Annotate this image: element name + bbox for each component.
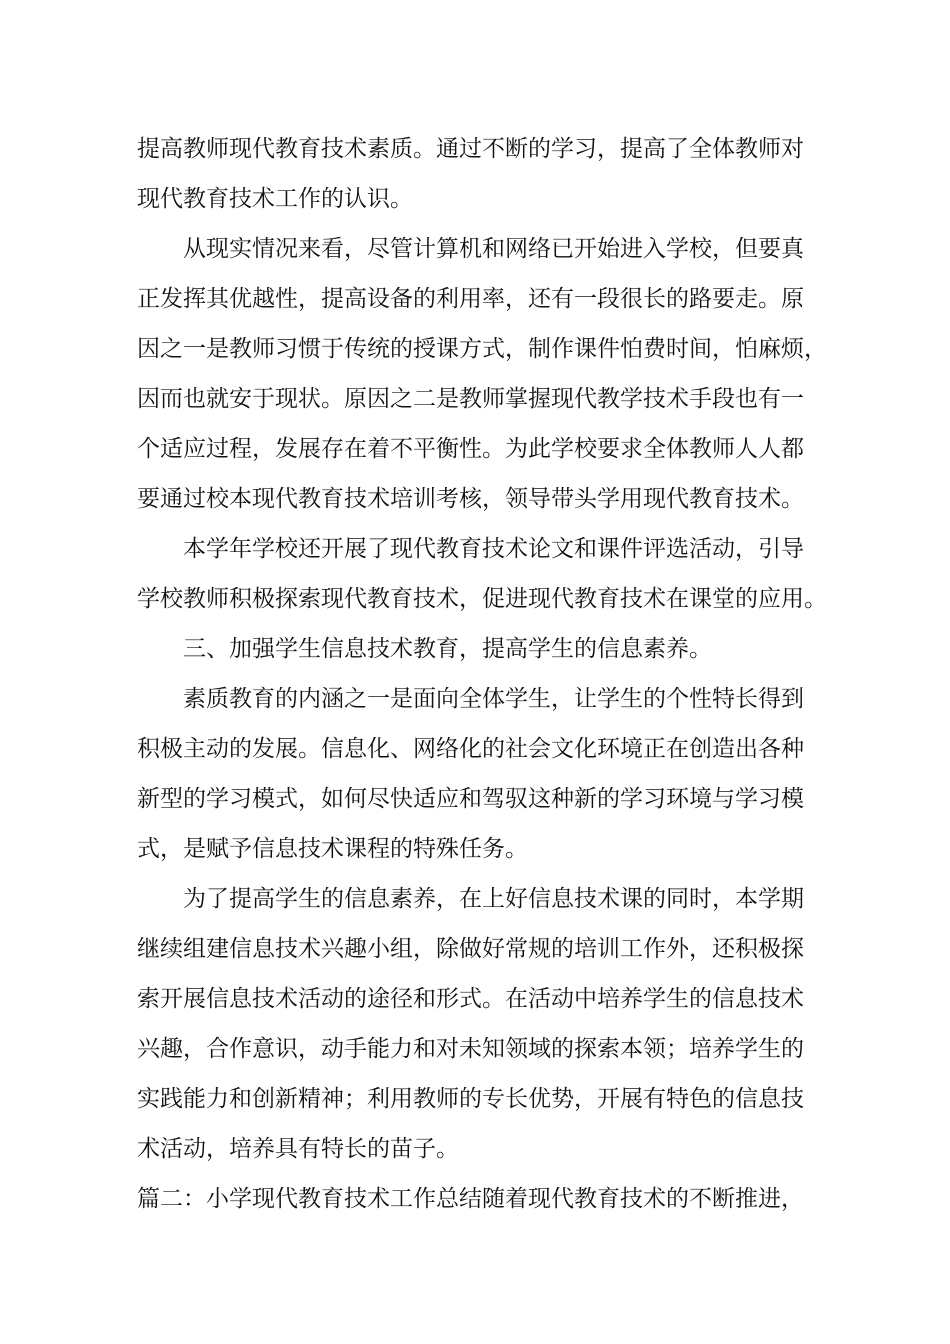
text-line: 继续组建信息技术兴趣小组，除做好常规的培训工作外，还积极探 (137, 936, 804, 962)
text-line: 个适应过程，发展存在着不平衡性。为此学校要求全体教师人人都 (137, 436, 804, 462)
text-line: 索开展信息技术活动的途径和形式。在活动中培养学生的信息技术 (137, 986, 804, 1012)
text-line: 实践能力和创新精神；利用教师的专长优势，开展有特色的信息技 (137, 1086, 804, 1112)
text-line: 兴趣，合作意识，动手能力和对未知领域的探索本领；培养学生的 (137, 1036, 804, 1062)
text-line: 积极主动的发展。信息化、网络化的社会文化环境正在创造出各种 (137, 736, 804, 762)
text-line: 因之一是教师习惯于传统的授课方式，制作课件怕费时间，怕麻烦， (137, 336, 827, 362)
section-heading: 三、加强学生信息技术教育，提高学生的信息素养。 (183, 636, 712, 662)
text-line: 要通过校本现代教育技术培训考核，领导带头学用现代教育技术。 (137, 486, 804, 512)
paragraph-start-line: 素质教育的内涵之一是面向全体学生，让学生的个性特长得到 (183, 686, 804, 712)
text-line: 因而也就安于现状。原因之二是教师掌握现代教学技术手段也有一 (137, 386, 804, 412)
text-line: 现代教育技术工作的认识。 (137, 186, 413, 212)
paragraph-start-line: 本学年学校还开展了现代教育技术论文和课件评选活动，引导 (183, 536, 804, 562)
document-body (137, 124, 827, 1224)
text-line: 学校教师积极探索现代教育技术，促进现代教育技术在课堂的应用。 (137, 586, 827, 612)
text-line: 式，是赋予信息技术课程的特殊任务。 (137, 836, 528, 862)
text-line: 正发挥其优越性，提高设备的利用率，还有一段很长的路要走。原 (137, 286, 804, 312)
paragraph-start-line: 从现实情况来看，尽管计算机和网络已开始进入学校，但要真 (183, 236, 804, 262)
text-line: 术活动，培养具有特长的苗子。 (137, 1136, 459, 1162)
article-heading-line: 篇二：小学现代教育技术工作总结随着现代教育技术的不断推进， (137, 1186, 804, 1212)
text-line: 新型的学习模式，如何尽快适应和驾驭这种新的学习环境与学习模 (137, 786, 804, 812)
text-line: 提高教师现代教育技术素质。通过不断的学习，提高了全体教师对 (137, 136, 804, 162)
paragraph-start-line: 为了提高学生的信息素养，在上好信息技术课的同时，本学期 (183, 886, 804, 912)
